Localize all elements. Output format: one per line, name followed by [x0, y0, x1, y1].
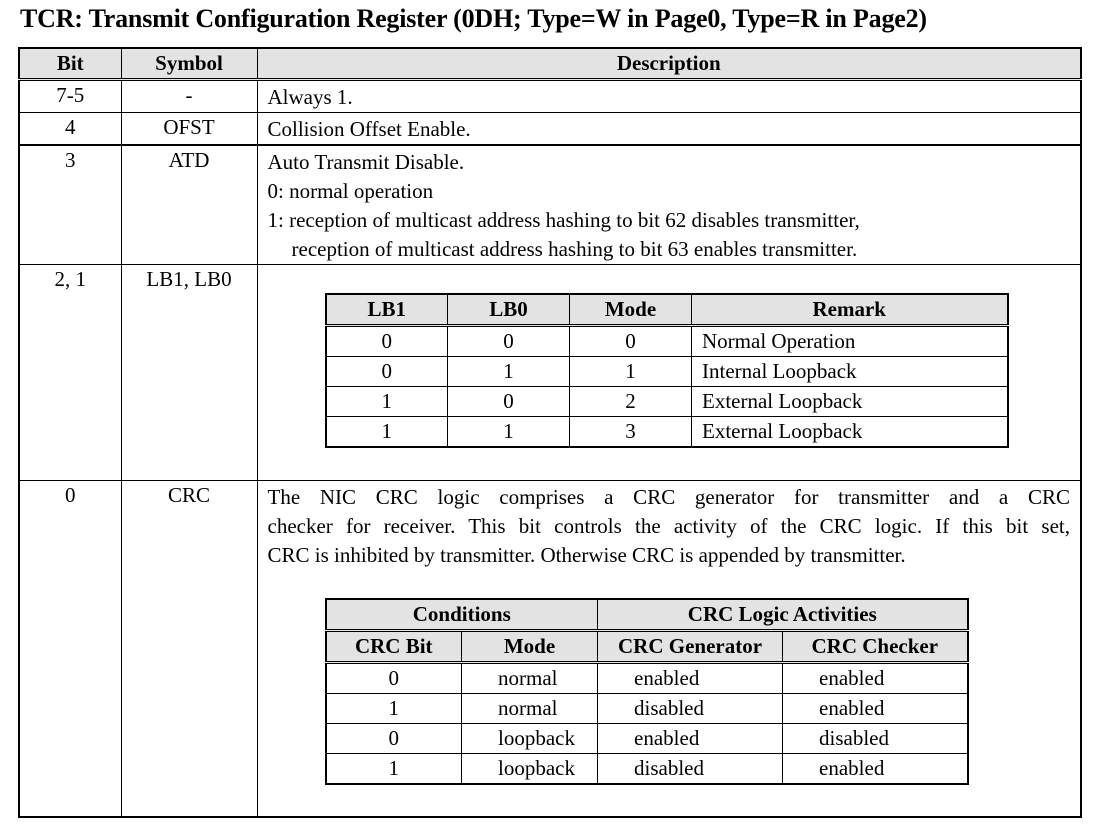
- crc-cell: normal: [462, 663, 598, 694]
- header-symbol: Symbol: [121, 48, 257, 80]
- lb-header-remark: Remark: [692, 294, 1008, 326]
- crc-row: [326, 754, 968, 785]
- crc-cell: loopback: [462, 724, 598, 754]
- page-title: TCR: Transmit Configuration Register (0DH; Type=W in Page0, Type=R in Page2): [20, 4, 927, 33]
- crc-cell: normal: [462, 694, 598, 724]
- lb-cell: 1: [448, 417, 570, 448]
- lb-remark: External Loopback: [692, 417, 1008, 448]
- crc-cell: enabled: [598, 724, 783, 754]
- crc-cell: disabled: [598, 694, 783, 724]
- crc-group-header-row: [326, 599, 968, 631]
- crc-row: [326, 694, 968, 724]
- symbol-cell: CRC: [121, 481, 257, 817]
- crc-header-mode: Mode: [462, 631, 598, 663]
- crc-header-checker: CRC Checker: [783, 631, 968, 663]
- table-row: [19, 80, 1081, 113]
- lb-cell: 1: [448, 357, 570, 387]
- crc-cell: 1: [326, 694, 462, 724]
- description-line: Always 1.: [267, 85, 353, 109]
- crc-cell: loopback: [462, 754, 598, 785]
- symbol-cell: -: [121, 80, 257, 113]
- lb-cell: 0: [448, 326, 570, 357]
- lb-remark: Normal Operation: [692, 326, 1008, 357]
- bit-cell: 4: [19, 113, 121, 146]
- description-line: 0: normal operation: [267, 179, 434, 203]
- crc-cell: disabled: [783, 724, 968, 754]
- crc-cell: 0: [326, 724, 462, 754]
- symbol-cell: ATD: [121, 145, 257, 265]
- crc-cell: disabled: [598, 754, 783, 785]
- crc-cell: enabled: [783, 694, 968, 724]
- header-description: Description: [257, 48, 1081, 80]
- bit-cell: 3: [19, 145, 121, 265]
- description-line: Auto Transmit Disable.: [267, 150, 465, 174]
- description-line: 1: reception of multicast address hashing to bit 62 disables transmitter,: [267, 208, 860, 232]
- bit-cell: 2, 1: [19, 265, 121, 481]
- lb-cell: 2: [570, 387, 692, 417]
- lb-header-lb1: LB1: [326, 294, 448, 326]
- crc-cell: enabled: [783, 663, 968, 694]
- loopback-table: [325, 293, 1009, 448]
- crc-row: [326, 724, 968, 754]
- header-bit: Bit: [19, 48, 121, 80]
- lb-remark: Internal Loopback: [692, 357, 1008, 387]
- loopback-row: [326, 417, 1008, 448]
- lb-cell: 0: [448, 387, 570, 417]
- register-table: [18, 47, 1082, 818]
- lb-cell: 0: [326, 326, 448, 357]
- crc-group-conditions: Conditions: [326, 599, 598, 631]
- bit-cell: 7-5: [19, 80, 121, 113]
- lb-header-mode: Mode: [570, 294, 692, 326]
- symbol-cell: OFST: [121, 113, 257, 146]
- loopback-row: [326, 387, 1008, 417]
- description-line: The NIC CRC logic comprises a CRC generator for transmitter and a CRC: [267, 485, 1070, 509]
- description-line: reception of multicast address hashing to bit 63 enables transmitter.: [291, 237, 858, 261]
- loopback-row: [326, 357, 1008, 387]
- crc-cell: enabled: [598, 663, 783, 694]
- table-row: [19, 481, 1081, 817]
- description-cell: [257, 80, 1081, 113]
- crc-row: [326, 663, 968, 694]
- crc-header-row: [326, 631, 968, 663]
- lb-cell: 0: [326, 357, 448, 387]
- crc-table: [325, 598, 969, 785]
- crc-group-activities: CRC Logic Activities: [598, 599, 968, 631]
- header-row: [19, 48, 1081, 80]
- table-row: [19, 113, 1081, 146]
- description-cell: [257, 145, 1081, 265]
- lb-remark: External Loopback: [692, 387, 1008, 417]
- description-cell: [257, 265, 1081, 481]
- lb-cell: 1: [570, 357, 692, 387]
- lb-cell: 1: [326, 417, 448, 448]
- description-line: checker for receiver. This bit controls the activity of the CRC logic. If this bit set,: [267, 514, 1070, 538]
- description-line: CRC is inhibited by transmitter. Otherwise CRC is appended by transmitter.: [267, 543, 906, 567]
- loopback-row: [326, 326, 1008, 357]
- description-cell: [257, 481, 1081, 817]
- symbol-cell: LB1, LB0: [121, 265, 257, 481]
- table-row: [19, 145, 1081, 265]
- loopback-header-row: [326, 294, 1008, 326]
- crc-cell: enabled: [783, 754, 968, 785]
- bit-cell: 0: [19, 481, 121, 817]
- crc-header-generator: CRC Generator: [598, 631, 783, 663]
- table-row: [19, 265, 1081, 481]
- description-cell: [257, 113, 1081, 146]
- lb-cell: 0: [570, 326, 692, 357]
- crc-header-bit: CRC Bit: [326, 631, 462, 663]
- lb-header-lb0: LB0: [448, 294, 570, 326]
- lb-cell: 3: [570, 417, 692, 448]
- lb-cell: 1: [326, 387, 448, 417]
- description-line: Collision Offset Enable.: [267, 117, 471, 141]
- crc-cell: 1: [326, 754, 462, 785]
- crc-cell: 0: [326, 663, 462, 694]
